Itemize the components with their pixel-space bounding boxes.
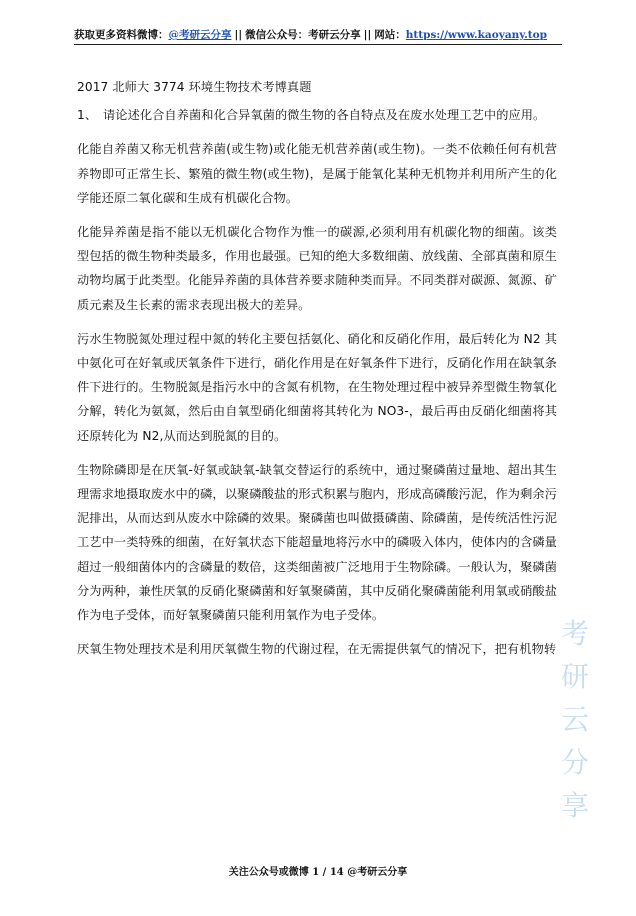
question-number: 1、 — [77, 108, 98, 123]
header-divider — [74, 44, 562, 45]
paragraph-chemoheterotroph: 化能异养菌是指不能以无机碳化合物作为惟一的碳源,必须利用有机碳化物的细菌。该类型包括的微生物种类最多，作用也最强。已知的绝大多数细菌、放线菌、全部真菌和原生动物均属于此类型。化能异养菌的具体营养要求随种类而异。不同类群对碳源、氮源、矿质元素及生长素的需求表现出极大的差异。 — [77, 225, 557, 312]
header-separator: || — [363, 29, 372, 41]
document-title: 2017 北师大 3774 环境生物技术考博真题 — [77, 80, 312, 94]
page-header — [74, 27, 556, 42]
paragraph-denitrification: 污水生物脱氮处理过程中氮的转化主要包括氨化、硝化和反硝化作用，最后转化为 N2 其中氨化可在好氧或厌氧条件下进行，硝化作用是在好氧条件下进行，反硝化作用在缺氧条件下进行的。生物脱氮是指污水中的含氮有机物，在生物处理过程中被异养型微生物氧化分解，转化为氨氮，然后由自氧型硝化细菌将其转化为 NO3-，最后再由反硝化细菌将其还原转化为 N2,从而达到脱氮的目的。 — [77, 331, 557, 443]
question-1 — [77, 103, 557, 127]
header-wechat-label: 微信公众号：考研云分享 — [245, 29, 361, 41]
question-text: 请论述化合自养菌和化合异氧菌的微生物的各自特点及在废水处理工艺中的应用。 — [103, 108, 546, 123]
paragraph-phosphorus-removal: 生物除磷即是在厌氧-好氧或缺氧-缺氧交替运行的系统中，通过聚磷菌过量地、超出其生理需求地摄取废水中的磷，以聚磷酸盐的形式积累与胞内，形成高磷酸污泥，作为剩余污泥排出，从而达到从废水中除磷的效果。聚磷菌也叫做摄磷菌、除磷菌，是传统活性污泥工艺中一类特殊的细菌，在好氧状态下能超量地将污水中的磷吸入体内，使体内的含磷量超过一般细菌体内的含磷量的数倍，这类细菌被广泛地用于生物除磷。一般认为，聚磷菌分为两种，兼性厌氧的反硝化聚磷菌和好氧聚磷菌，其中反硝化聚磷菌能利用氧或硝酸盐作为电子受体，而好氧聚磷菌只能利用氧作为电子受体。 — [77, 462, 557, 623]
paragraph-chemoautotroph: 化能自养菌又称无机营养菌(或生物)或化能无机营养菌(或生物)。一类不依赖任何有机营养物即可正常生长、繁殖的微生物(或生物)，是属于能氧化某种无机物并利用所产生的化学能还原二氧化碳和生成有机碳化合物。 — [77, 142, 557, 205]
header-separator: || — [234, 29, 243, 41]
document-body — [77, 75, 557, 671]
header-site-link[interactable]: https://www.kaoyany.top — [405, 29, 547, 41]
header-site-label: 网站： — [374, 29, 406, 41]
watermark: 考研云分享 — [560, 617, 589, 822]
page-footer: 关注公众号或微博 1 / 14 @考研云分享 — [228, 867, 408, 878]
header-weibo-label: 获取更多资料微博： — [74, 29, 169, 41]
paragraph-anaerobic-treatment: 厌氧生物处理技术是利用厌氧微生物的代谢过程，在无需提供氧气的情况下，把有机物转 — [77, 642, 557, 657]
header-weibo-link[interactable]: @考研云分享 — [168, 29, 232, 41]
